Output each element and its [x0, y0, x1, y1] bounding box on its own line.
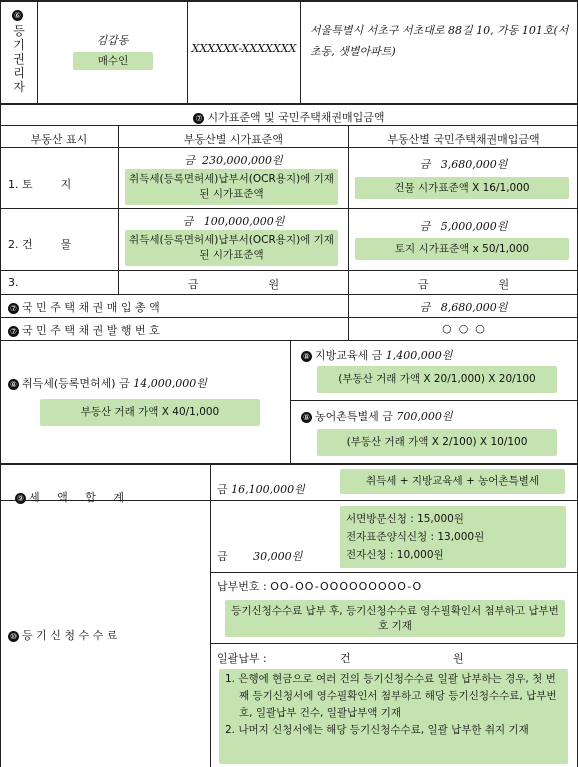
role-badge: 매수인 — [73, 52, 153, 70]
fee-label-text: 등 기 신 청 수 수 료 — [22, 629, 118, 642]
row2-label: 2. 건 물 — [8, 238, 72, 251]
tax-total-prefix: 금 — [217, 483, 228, 496]
bulk-note-item: 1. 은행에 현금으로 여러 건의 등기신청수수료 일괄 납부하는 경우, 첫 번째 등기신청서에 영수필확인서 첨부하고 해당 등기신청수수료, 납부번호, 일괄납부 건수, 일괄납부액 기재 — [225, 673, 557, 719]
rural-tax-amount: 700,000원 — [396, 410, 453, 423]
sec9-divider — [210, 463, 211, 767]
fee-amount — [217, 548, 302, 564]
payment-number-line — [217, 578, 422, 594]
row2-standard-amount: 금 100,000,000원 — [182, 215, 285, 228]
holder-col3 — [300, 0, 301, 104]
row1-standard-amount: 금 230,000,000원 — [184, 154, 283, 167]
holder-name: 김갑동 — [96, 34, 129, 47]
row1-bond-amount: 금 3,680,000원 — [419, 158, 508, 171]
sec7-title-bottom — [0, 125, 578, 126]
row2-bond-note: 토지 시가표준액 x 50/1,000 — [355, 238, 569, 260]
acq-tax-note: 부동산 거래 가액 X 40/1,000 — [40, 399, 260, 426]
bulk-payment-won: 원 — [453, 652, 464, 665]
payment-number-label: 납부번호 : — [217, 580, 267, 593]
fee-schedule-item: 전자표준양식신청 : 13,000원 — [346, 531, 485, 543]
fee-amount-value: 30,000원 — [253, 550, 303, 563]
bond-total-label-text: 국 민 주 택 채 권 매 입 총 액 — [22, 301, 160, 314]
row1-bond-note: 건물 시가표준액 X 16/1,000 — [355, 177, 569, 199]
payment-number-value: OO-OO-OOOOOOOOO-O — [270, 580, 423, 593]
row1-label: 1. 토 지 — [8, 178, 72, 191]
fee-schedule-item: 서면방문신청 : 15,000원 — [346, 513, 464, 525]
bond-total-value: 금 8,680,000원 — [419, 301, 508, 314]
holder-address: 서울특별시 서초구 서초대로 88길 10, 가동 101호(서초동, 샛별아파트) — [310, 24, 569, 58]
row2-bond-amount: 금 5,000,000원 — [419, 220, 508, 233]
tax-total-label-text: 세 액 합 계 — [29, 491, 124, 504]
bulk-payment-line — [217, 650, 572, 666]
bond-issue-label: ⑦ 국 민 주 택 채 권 발 행 번 호 — [9, 324, 160, 337]
row2-standard-note: 취득세(등록면허세)납부서(OCR용지)에 기재된 시가표준액 — [125, 230, 338, 266]
rural-tax-note: (부동산 거래 가액 X 2/100) X 10/100 — [317, 429, 557, 456]
tax-total-note: 취득세 + 지방교육세 + 농어촌특별세 — [340, 469, 565, 494]
tax-total-value: 16,100,000원 — [231, 483, 305, 496]
fee-schedule-item: 전자신청 : 10,000원 — [346, 549, 444, 561]
rural-tax-label: 농어촌특별세 금 — [315, 410, 393, 423]
bulk-note-item: 2. 나머지 신청서에는 해당 등기신청수수료, 일괄 납부한 취지 기재 — [225, 724, 529, 736]
holder-label: 등기권리자 — [13, 24, 25, 94]
col-bond-header: 부동산별 국민주택채권매입금액 — [387, 133, 540, 146]
issue-bottom — [0, 340, 578, 341]
col-standard-header: 부동산별 시가표준액 — [183, 133, 284, 146]
sec8-mid — [290, 400, 578, 401]
fee-amount-prefix: 금 — [217, 550, 228, 563]
acq-tax-label: 취득세(등록면허세) 금 — [22, 377, 130, 390]
row3-label: 3. — [8, 276, 19, 289]
row1-bottom — [0, 208, 578, 209]
row3-bond-amount: 금 원 — [417, 278, 510, 291]
sec8-bottom — [0, 463, 578, 465]
edu-tax-label: 지방교육세 금 — [315, 349, 383, 362]
tax-total-label: ⑨ 세 액 합 계 — [16, 491, 124, 504]
acq-tax-amount: 14,000,000원 — [133, 377, 207, 390]
tax-total-amount — [217, 481, 305, 497]
rural-tax-line: ⑧ 농어촌특별세 금 700,000원 — [302, 410, 453, 423]
fee-schedule — [340, 506, 566, 568]
sec7-title-text: 시가표준액 및 국민주택채권매입금액 — [207, 111, 385, 124]
top-border — [0, 0, 578, 2]
bulk-payment-notes — [219, 669, 568, 764]
col-property-header: 부동산 표시 — [30, 133, 88, 146]
sec8-divider — [290, 340, 291, 464]
sec7-title: ⑦ 시가표준액 및 국민주택채권매입금액 — [195, 111, 385, 124]
payment-number-note: 등기신청수수료 납부 후, 등기신청수수료 영수필확인서 첨부하고 납부번호 기재 — [225, 600, 565, 637]
row3-standard-amount: 금 원 — [187, 278, 280, 291]
holder-col1 — [37, 0, 38, 104]
fee-label: ⑩ 등 기 신 청 수 수 료 — [9, 629, 118, 642]
holder-bottom-border — [0, 103, 578, 105]
row1-standard-note: 취득세(등록면허세)납부서(OCR용지)에 기재된 시가표준액 — [125, 169, 338, 205]
edu-tax-note: (부동산 거래 가액 X 20/1,000) X 20/100 — [317, 366, 557, 393]
bulk-payment-count: 건 — [340, 652, 351, 665]
bond-total-label: ⑦ 국 민 주 택 채 권 매 입 총 액 — [9, 301, 160, 314]
sec7-header-bottom — [0, 147, 578, 148]
acq-tax-line: ⑧ 취득세(등록면허세) 금 14,000,000원 — [9, 377, 207, 390]
row3-bottom — [0, 294, 578, 295]
total-bottom — [0, 317, 578, 318]
row2-bottom — [0, 270, 578, 271]
edu-tax-amount: 1,400,000원 — [385, 349, 453, 362]
fee-amount-bottom — [210, 572, 578, 573]
bulk-payment-label: 일괄납부 : — [217, 652, 267, 665]
bond-issue-label-text: 국 민 주 택 채 권 발 행 번 호 — [22, 324, 160, 337]
edu-tax-line: ⑧ 지방교육세 금 1,400,000원 — [302, 349, 453, 362]
holder-number-mark: ⑥ — [13, 10, 22, 20]
sec7-col1 — [118, 125, 119, 294]
payment-no-bottom — [210, 643, 578, 644]
bond-issue-value: ○ ○ ○ — [442, 322, 485, 335]
holder-id-number: XXXXXX-XXXXXXX — [191, 42, 297, 55]
